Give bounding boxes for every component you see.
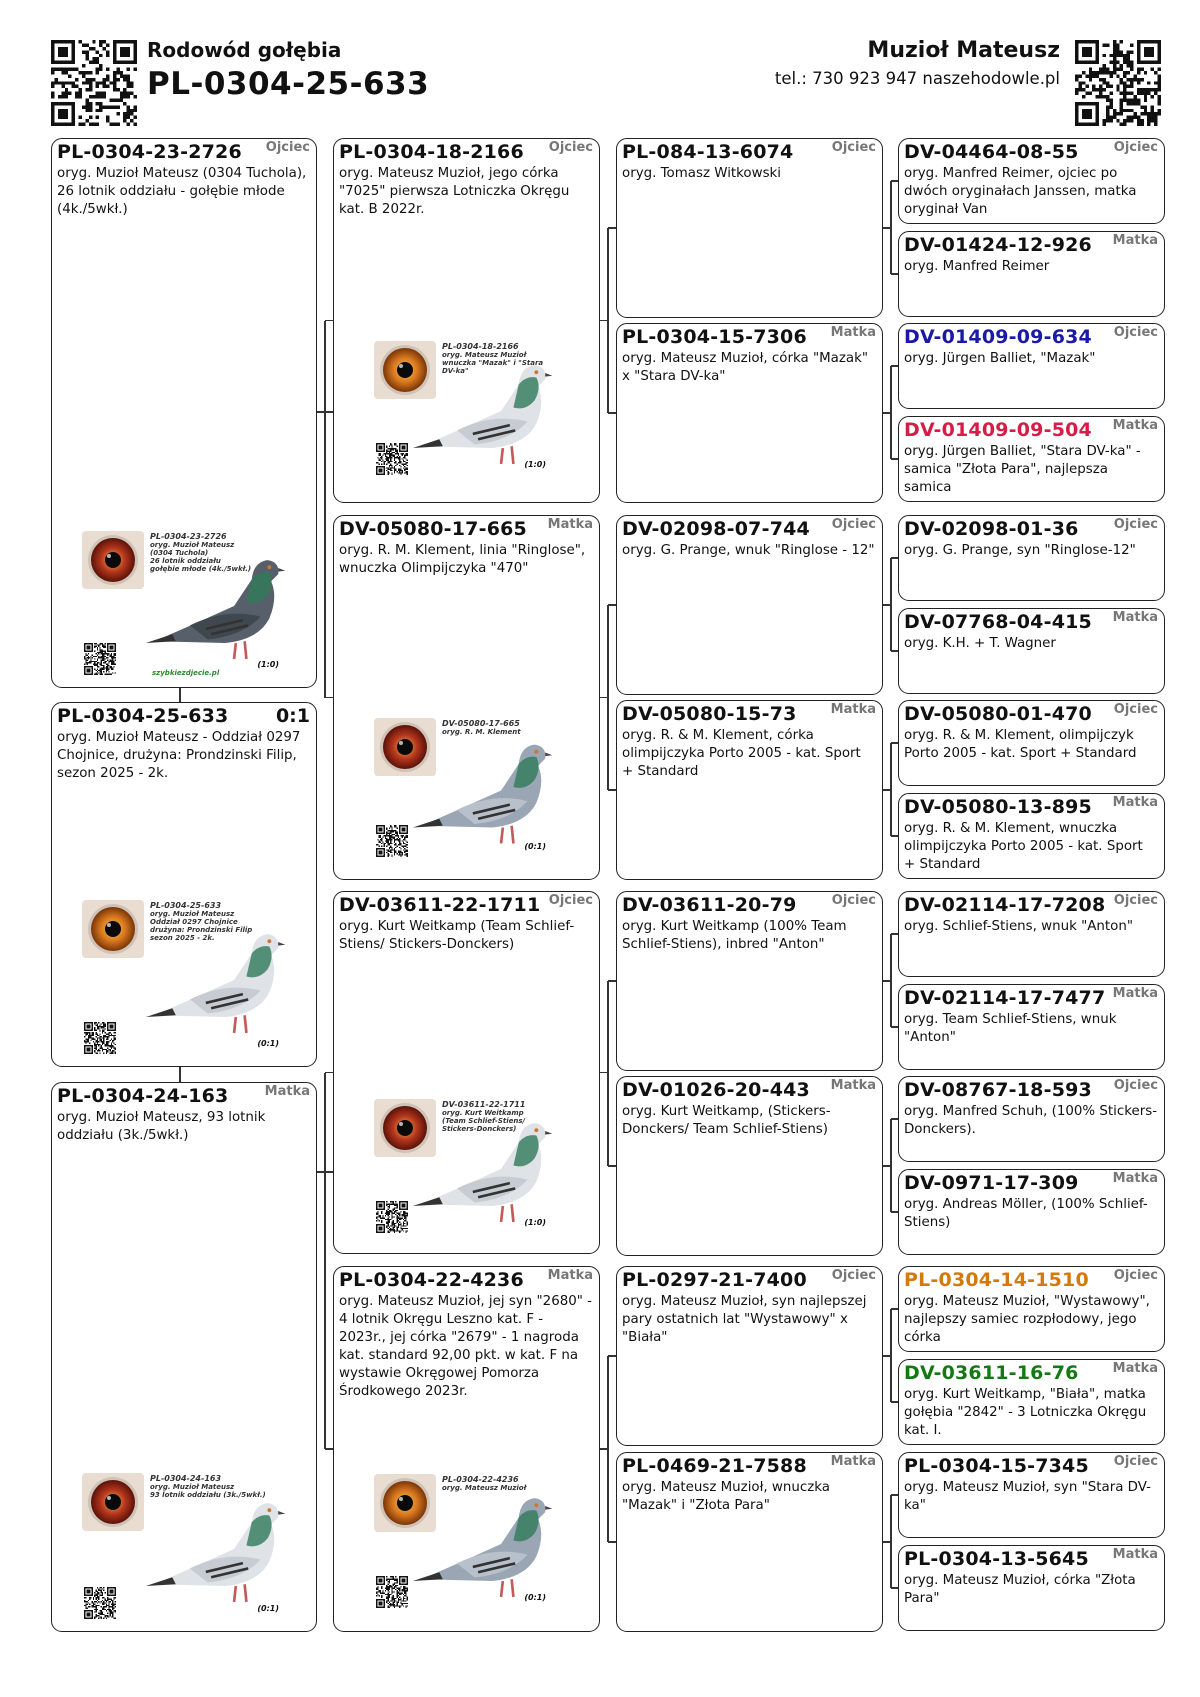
pedigree-box-gen3 [616,323,883,503]
connector-line [883,1541,891,1543]
pigeon-description: oryg. R. & M. Klement, wnuczka olimpijczyka Porto 2005 - kat. Sport + Standard [904,821,1143,872]
pigeon-description: oryg. Mateusz Muzioł, "Wystawowy", najlepszy samiec rozpłodowy, jego córka [904,1294,1150,1345]
ring-number: PL-0304-23-2726 [57,141,242,163]
pigeon-description: oryg. K.H. + T. Wagner [904,636,1056,651]
sex-label: Ojciec [1113,1268,1158,1283]
ring-number: DV-01409-09-634 [904,326,1092,348]
ring-number: DV-0971-17-309 [904,1172,1079,1194]
connector-line [891,557,898,559]
connector-line [883,980,891,982]
eye-image [82,900,144,958]
connector-line [325,320,333,322]
connector-line [891,1494,898,1496]
pigeon-description: oryg. Muzioł Mateusz (0304 Tuchola), 26 lotnik oddziału - gołębie młode (4k./5wkł.) [57,166,307,217]
photo-label [442,343,554,375]
sex-label: Ojciec [1113,517,1158,532]
pedigree-box-gen4 [898,416,1165,502]
sex-label: Ojciec [265,140,310,155]
photo-label-line: PL-0304-24-163 [150,1474,222,1483]
pigeon-photo [374,1097,554,1237]
photo-label-line: oryg. R. M. Klement [442,728,521,736]
owner-contact: tel.: 730 923 947 naszehodowle.pl [774,69,1060,88]
connector-line [600,697,608,699]
connector-line [608,1165,616,1167]
connector-line [600,1072,608,1074]
ring-number: PL-0304-15-7306 [622,326,807,348]
pedigree-box-father [51,138,317,688]
connector-line [883,604,891,606]
connector-line [600,320,608,322]
pedigree-box-gen4 [898,231,1165,317]
photo-qr-code [84,1587,116,1619]
sex-label: Matka [830,702,876,717]
ring-number: PL-0304-22-4236 [339,1269,524,1291]
pigeon-description: oryg. Team Schlief-Stiens, wnuk "Anton" [904,1012,1117,1045]
connector-line [891,650,898,652]
pedigree-box-gen4 [898,984,1165,1070]
sex-label: Matka [1112,1547,1158,1562]
pedigree-box-gen2 [333,515,600,880]
pigeon-photo [374,1472,554,1612]
photo-result: (0:1) [524,842,546,851]
photo-label-line: oryg. Muzioł Mateusz [150,1483,235,1491]
pigeon-description: oryg. Mateusz Muzioł, jej syn "2680" - 4 lotnik Okręgu Leszno kat. F - 2023r., jej córka "2679" - 1 nagroda kat. standard 92,00 pkt. w kat. F na wystawie Okręgowej Pomorza Środkowego 2023r. [339,1294,592,1399]
ring-number: DV-08767-18-593 [904,1079,1092,1101]
ring-number: DV-02114-17-7477 [904,987,1106,1009]
sex-label: Ojciec [831,140,876,155]
pigeon-description: oryg. Kurt Weitkamp (100% Team Schlief-Stiens), inbred "Anton" [622,919,847,952]
sex-label: Matka [1112,233,1158,248]
photo-label-line: PL-0304-23-2726 [150,532,227,541]
photo-result: (1:0) [257,660,279,669]
connector-line [883,1165,891,1167]
photo-label-line: oryg. Mateusz Muzioł [442,351,527,359]
connector-line [891,1587,898,1589]
pigeon-description: oryg. Schlief-Stiens, wnuk "Anton" [904,919,1133,934]
photo-label-line: Stickers-Donckers) [442,1125,517,1133]
photo-label [442,720,521,736]
pedigree-box-gen4 [898,793,1165,879]
photo-label [442,1101,525,1133]
sex-label: Matka [830,1454,876,1469]
sex-label: Matka [1112,795,1158,810]
ring-number: DV-01409-09-504 [904,419,1092,441]
ring-number: PL-084-13-6074 [622,141,794,163]
connector-line [325,1072,333,1074]
connector-line [891,1401,898,1403]
pigeon-ring-number: PL-0304-25-633 [147,66,430,102]
ring-number: DV-05080-13-895 [904,796,1092,818]
ring-number: DV-03611-16-76 [904,1362,1079,1384]
pedigree-box-gen4 [898,323,1165,409]
pigeon-photo [82,529,287,679]
ring-number: PL-0304-15-7345 [904,1455,1089,1477]
ring-number: DV-03611-22-1711 [339,894,541,916]
eye-image [374,1474,436,1532]
pedigree-box-gen2 [333,138,600,503]
connector-line [883,412,891,414]
photo-qr-code [84,643,116,675]
sex-label: Ojciec [1113,893,1158,908]
ring-number: DV-05080-01-470 [904,703,1092,725]
ring-number: DV-03611-20-79 [622,894,797,916]
sex-label: Ojciec [831,1268,876,1283]
ring-number: DV-01026-20-443 [622,1079,810,1101]
ring-number: DV-04464-08-55 [904,141,1079,163]
pedigree-box-gen3 [616,138,883,318]
pigeon-description: oryg. G. Prange, syn "Ringlose-12" [904,543,1136,558]
pigeon-description: oryg. Manfred Reimer, ojciec po dwóch oryginałach Janssen, matka oryginał Van [904,166,1137,217]
pigeon-description: oryg. Mateusz Muzioł, syn najlepszej pary ostatnich lat "Wystawowy" x "Biała" [622,1294,867,1345]
photo-label-line: DV-05080-17-665 [442,719,520,728]
connector-line [891,273,898,275]
connector-line [600,1448,608,1450]
pigeon-description: oryg. Muzioł Mateusz - Oddział 0297 Chojnice, drużyna: Prondzinski Filip, sezon 2025 - 2k. [57,730,301,781]
pedigree-box-gen3 [616,891,883,1071]
pigeon-photo [374,339,554,479]
sex-label: Ojciec [831,517,876,532]
connector-line [891,458,898,460]
sex-label: Ojciec [1113,325,1158,340]
pigeon-description: oryg. Mateusz Muzioł, córka "Mazak" x "Stara DV-ka" [622,351,869,384]
ring-number: DV-05080-17-665 [339,518,527,540]
pedigree-box-gen3 [616,700,883,880]
photo-label-line: wnuczka "Mazak" i "Stara DV-ka" [442,359,544,375]
photo-label-line: drużyna: Prondzinski Filip [150,926,253,934]
photo-label [150,1475,266,1499]
connector-line [179,1067,181,1082]
photo-label-line: DV-03611-22-1711 [442,1100,526,1109]
photo-label-line: PL-0304-18-2166 [442,342,519,351]
connector-line [891,742,898,744]
eye-image [374,718,436,776]
ring-number: PL-0297-21-7400 [622,1269,807,1291]
connector-line [325,1448,333,1450]
connector-line [325,697,333,699]
photo-result: (1:0) [524,1218,546,1227]
sex-label: Matka [1112,610,1158,625]
photo-result: (0:1) [257,1604,279,1613]
eye-image [374,341,436,399]
pigeon-description: oryg. Manfred Schuh, (100% Stickers-Donckers). [904,1104,1158,1137]
pedigree-box-mother [51,1082,317,1632]
pedigree-box-gen4 [898,515,1165,601]
connector-line [608,980,616,982]
connector-line [883,227,891,229]
pigeon-description: oryg. R. M. Klement, linia "Ringlose", wnuczka Olimpijczyka "470" [339,543,586,576]
photo-label [442,1476,526,1492]
pedigree-box-gen3 [616,1076,883,1256]
connector-line [891,1308,898,1310]
photo-brand: szybkiezdjecie.pl [152,669,220,677]
sex-label: 0:1 [275,705,310,727]
pigeon-description: oryg. R. & M. Klement, olimpijczyk Porto 2005 - kat. Sport + Standard [904,728,1137,761]
ring-number: PL-0304-25-633 [57,705,229,727]
photo-label-line: sezon 2025 - 2k. [150,934,215,942]
pedigree-box-gen4 [898,1545,1165,1631]
pedigree-box-gen4 [898,1359,1165,1445]
sex-label: Ojciec [1113,1454,1158,1469]
sex-label: Ojciec [548,893,593,908]
pigeon-description: oryg. Tomasz Witkowski [622,166,782,181]
pedigree-box-gen4 [898,1266,1165,1352]
sex-label: Ojciec [1113,702,1158,717]
pigeon-description: oryg. Mateusz Muzioł, wnuczka "Mazak" i "Złota Para" [622,1480,830,1513]
pigeon-description: oryg. Kurt Weitkamp, (Stickers-Donckers/ Team Schlief-Stiens) [622,1104,831,1137]
connector-line [324,1073,326,1450]
pedigree-box-gen4 [898,608,1165,694]
pigeon-description: oryg. Jürgen Balliet, "Mazak" [904,351,1096,366]
photo-label-line: oryg. Muzioł Mateusz [150,541,235,549]
pigeon-description: oryg. Jürgen Balliet, "Stara DV-ka" - samica "Złota Para", najlepsza samica [904,444,1141,495]
qr-code-left [51,40,137,126]
pigeon-description: oryg. Kurt Weitkamp, "Biała", matka gołębia "2842" - 3 Lotniczka Okręgu kat. I. [904,1387,1147,1438]
ring-number: DV-07768-04-415 [904,611,1092,633]
connector-line [891,933,898,935]
pedigree-box-gen4 [898,138,1165,224]
ring-number: DV-05080-15-73 [622,703,797,725]
photo-result: (0:1) [257,1039,279,1048]
ring-number: PL-0304-14-1510 [904,1269,1089,1291]
sex-label: Matka [1112,986,1158,1001]
photo-result: (1:0) [524,460,546,469]
pedigree-box-gen2 [333,1266,600,1632]
pigeon-photo [82,898,287,1058]
photo-qr-code [376,825,408,857]
photo-qr-code [84,1022,116,1054]
pigeon-description: oryg. Mateusz Muzioł, jego córka "7025" pierwsza Lotniczka Okręgu kat. B 2022r. [339,166,570,217]
photo-label-line: PL-0304-22-4236 [442,1475,519,1484]
ring-number: PL-0304-18-2166 [339,141,524,163]
connector-line [608,1355,616,1357]
pedigree-box-gen3 [616,515,883,695]
pigeon-photo [374,716,554,861]
connector-line [891,180,898,182]
connector-line [608,412,616,414]
ring-number: DV-01424-12-926 [904,234,1092,256]
pedigree-box-gen2 [333,891,600,1254]
document-title: Rodowód gołębia [147,38,342,62]
photo-label-line: 93 lotnik oddziału (3k./5wkł.) [150,1491,266,1499]
connector-line [891,1211,898,1213]
connector-line [891,365,898,367]
ring-number: PL-0304-24-163 [57,1085,229,1107]
pedigree-box-gen4 [898,1452,1165,1538]
pedigree-box-gen4 [898,1169,1165,1255]
photo-label-line: oryg. Muzioł Mateusz [150,910,235,918]
ring-number: PL-0304-13-5645 [904,1548,1089,1570]
photo-qr-code [376,1576,408,1608]
sex-label: Ojciec [1113,140,1158,155]
pedigree-box-gen4 [898,891,1165,977]
pigeon-description: oryg. Mateusz Muzioł, syn "Stara DV-ka" [904,1480,1151,1513]
pedigree-box-gen4 [898,1076,1165,1162]
pedigree-box-gen3 [616,1452,883,1632]
sex-label: Ojciec [831,893,876,908]
connector-line [608,227,616,229]
eye-image [374,1099,436,1157]
eye-image [82,531,144,589]
connector-line [608,1541,616,1543]
pigeon-description: oryg. G. Prange, wnuk "Ringlose - 12" [622,543,875,558]
sex-label: Matka [830,325,876,340]
photo-label-line: Oddział 0297 Chojnice [150,918,238,926]
photo-label-line: 26 lotnik oddziału [150,557,221,565]
photo-label-line: gołębie młode (4k./5wkł.) [150,565,252,573]
pigeon-description: oryg. Manfred Reimer [904,259,1050,274]
connector-line [608,789,616,791]
sex-label: Matka [1112,1361,1158,1376]
sex-label: Matka [1112,1171,1158,1186]
photo-label-line: (Team Schlief-Stiens/ [442,1117,526,1125]
photo-label-line: oryg. Kurt Weitkamp [442,1109,524,1117]
connector-line [883,1355,891,1357]
connector-line [883,789,891,791]
qr-code-right [1075,40,1161,126]
pedigree-box-main [51,702,317,1067]
photo-label-line: oryg. Mateusz Muzioł [442,1484,527,1492]
photo-qr-code [376,1201,408,1233]
sex-label: Matka [547,517,593,532]
connector-line [324,321,326,698]
eye-image [82,1473,144,1531]
photo-qr-code [376,443,408,475]
connector-line [891,1118,898,1120]
pigeon-description: oryg. Andreas Möller, (100% Schlief-Stiens) [904,1197,1148,1230]
sex-label: Matka [264,1084,310,1099]
sex-label: Matka [1112,418,1158,433]
sex-label: Ojciec [1113,1078,1158,1093]
photo-label [150,533,251,573]
ring-number: DV-02098-01-36 [904,518,1079,540]
pedigree-box-gen3 [616,1266,883,1446]
ring-number: DV-02114-17-7208 [904,894,1106,916]
pigeon-description: oryg. Muzioł Mateusz, 93 lotnik oddziału (3k./5wkł.) [57,1110,266,1143]
photo-label-line: PL-0304-25-633 [150,901,222,910]
sex-label: Matka [830,1078,876,1093]
connector-line [891,1026,898,1028]
pigeon-description: oryg. Mateusz Muzioł, córka "Złota Para" [904,1573,1136,1606]
connector-line [608,604,616,606]
pigeon-description: oryg. Kurt Weitkamp (Team Schlief-Stiens/ Stickers-Donckers) [339,919,575,952]
ring-number: PL-0469-21-7588 [622,1455,807,1477]
sex-label: Matka [547,1268,593,1283]
owner-name: Muzioł Mateusz [867,38,1060,63]
connector-line [891,835,898,837]
pedigree-box-gen4 [898,700,1165,786]
ring-number: DV-02098-07-744 [622,518,810,540]
sex-label: Ojciec [548,140,593,155]
photo-label [150,902,252,942]
connector-line [607,981,609,1166]
connector-line [179,688,181,702]
photo-result: (0:1) [524,1593,546,1602]
photo-label-line: (0304 Tuchola) [150,549,209,557]
pigeon-photo [82,1471,287,1623]
pigeon-description: oryg. R. & M. Klement, córka olimpijczyka Porto 2005 - kat. Sport + Standard [622,728,861,779]
